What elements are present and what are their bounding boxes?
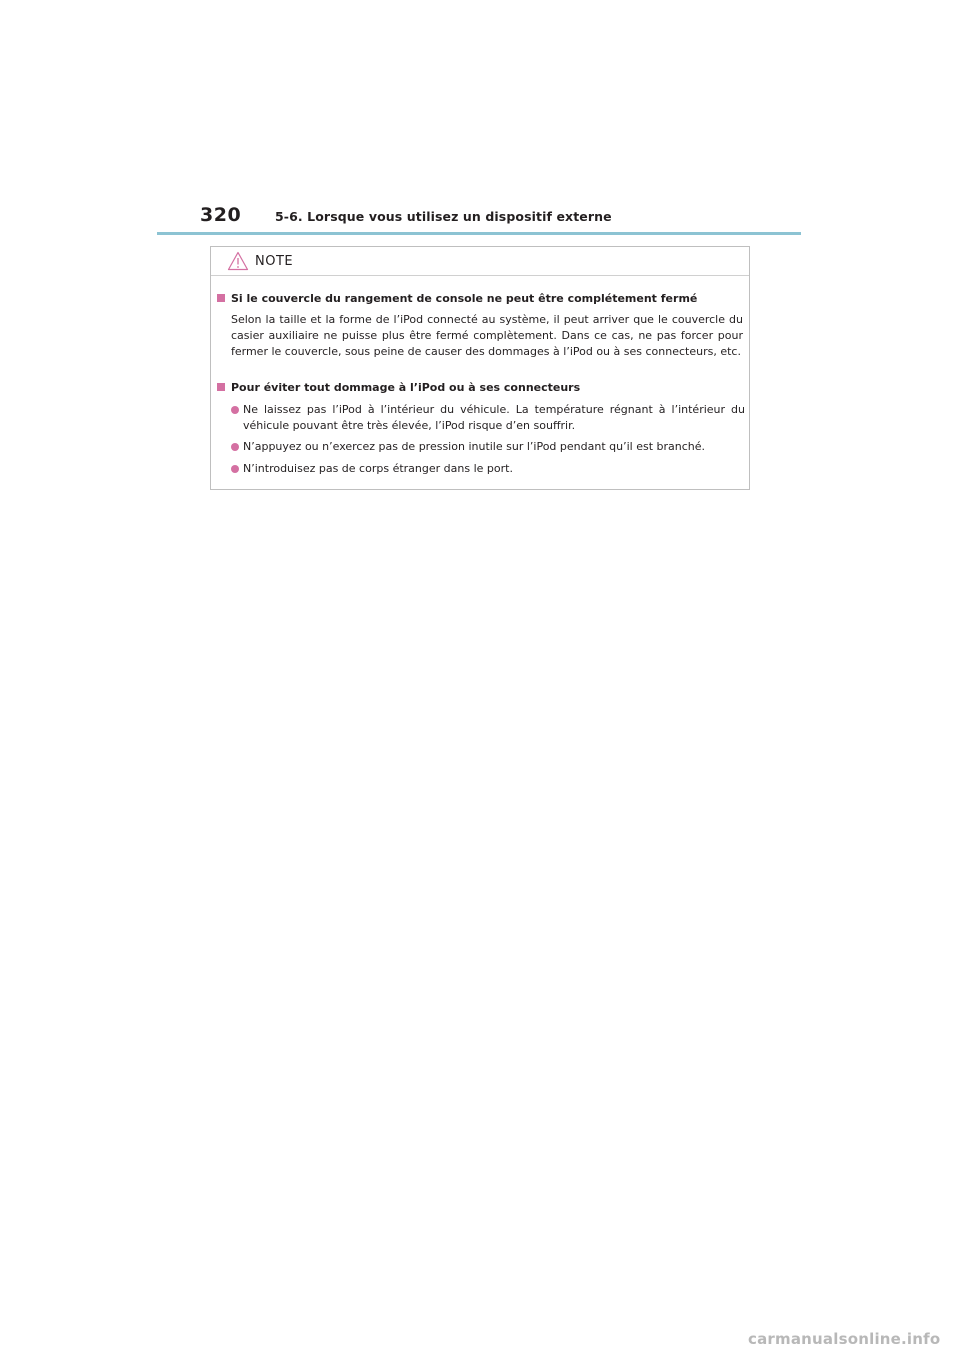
note-box: [210, 246, 750, 490]
round-bullet-icon: [231, 406, 239, 414]
page-number: 320: [200, 204, 242, 226]
header-rule: [157, 232, 801, 235]
list-item-text: N’introduisez pas de corps étranger dans le port.: [243, 462, 513, 475]
section-paragraph: Selon la taille et la forme de l’iPod connecté au système, il peut arriver que le couvercle du casier auxiliaire ne puisse plus être fermé complètement. Dans ce cas, ne pas forcer pour fermer le couvercle, sous peine de causer des dommages à l’iPod ou à ses connecteurs, etc.: [231, 313, 743, 358]
square-bullet-icon: [217, 383, 225, 391]
note-header: [211, 247, 749, 276]
watermark: carmanualsonline.info: [748, 1330, 941, 1348]
list-item-text: Ne laissez pas l’iPod à l’intérieur du véhicule. La température régnant à l’intérieur du véhicule pouvant être très élevée, l’iPod risque d’en souffrir.: [243, 403, 745, 432]
note-label: NOTE: [255, 254, 294, 269]
section-heading-text: Si le couvercle du rangement de console ne peut être complétement fermé: [231, 292, 698, 305]
warning-triangle-icon: [227, 251, 249, 271]
square-bullet-icon: [217, 294, 225, 302]
round-bullet-icon: [231, 443, 239, 451]
list-item: [231, 402, 745, 434]
section-heading-text: Pour éviter tout dommage à l’iPod ou à ses connecteurs: [231, 381, 581, 394]
list-item-text: N’appuyez ou n’exercez pas de pression inutile sur l’iPod pendant qu’il est branché.: [243, 440, 706, 453]
section-heading: [217, 292, 697, 305]
section-heading: [217, 381, 580, 394]
list-item: [231, 461, 745, 477]
list-item: [231, 439, 745, 455]
chapter-title: 5-6. Lorsque vous utilisez un dispositif externe: [275, 209, 612, 224]
round-bullet-icon: [231, 465, 239, 473]
